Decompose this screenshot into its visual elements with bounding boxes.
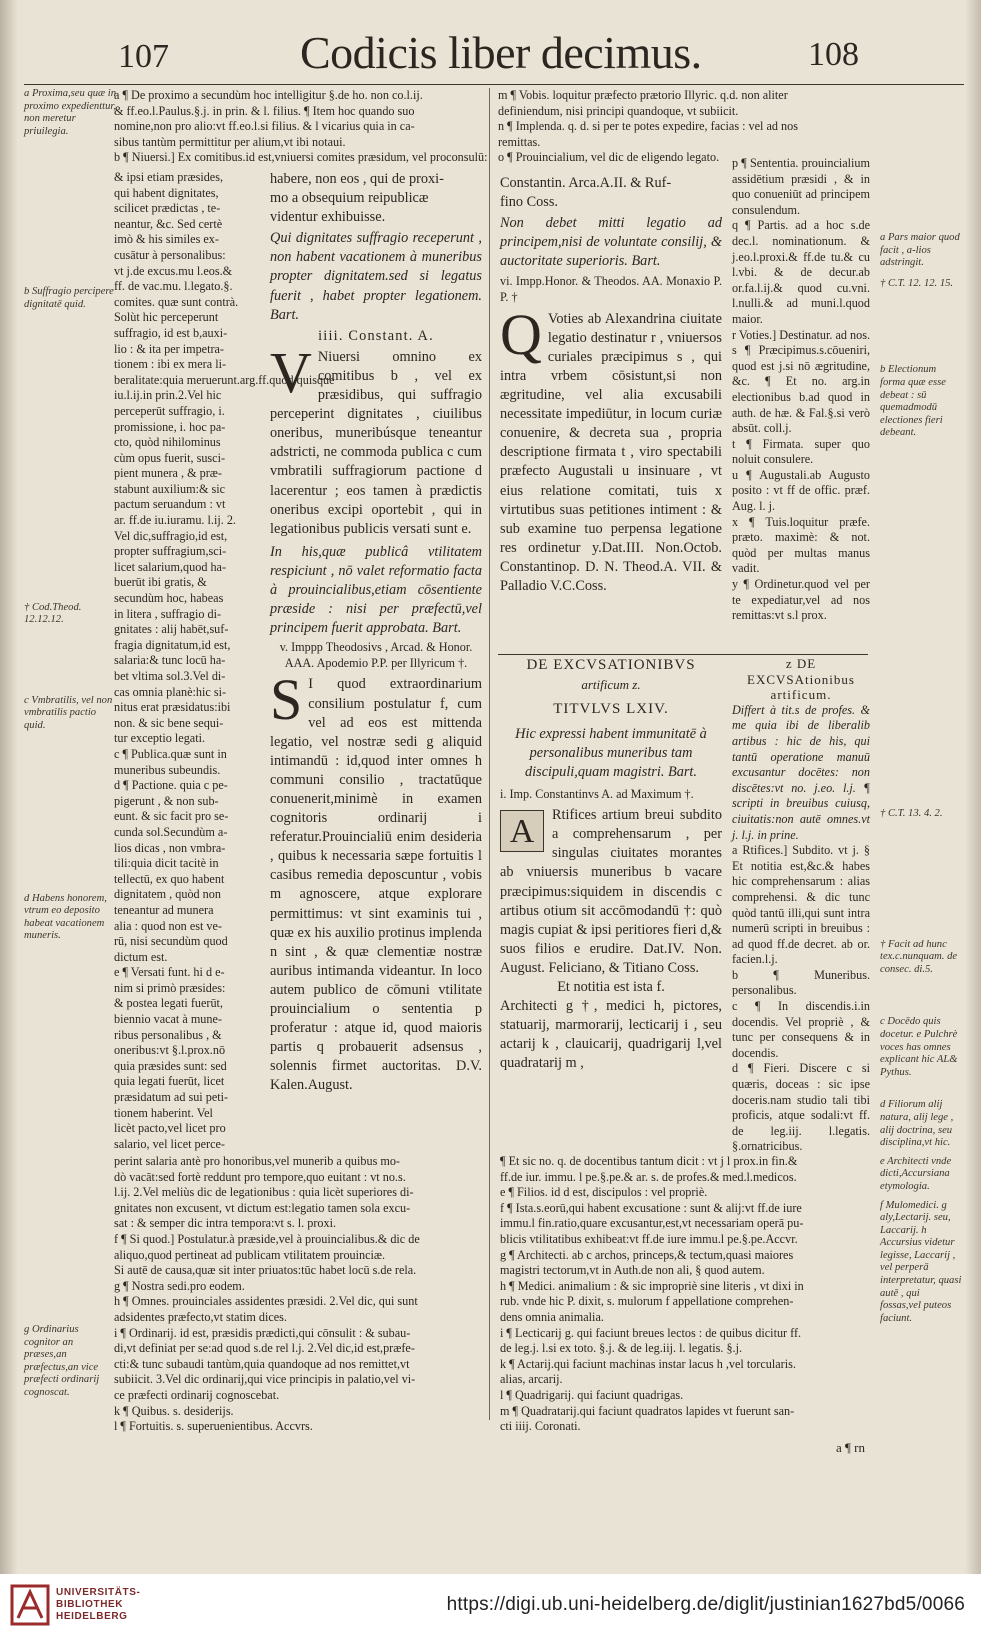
gloss-line: dignitatem , quòd non [114, 887, 221, 902]
gloss-entry: s ¶ Præcipimus.s.cōueniri, quod est j.si nō ægritudine, &c. ¶ Et no. arg.in electionibus b.ad quod in auth. de hæ. & Fal.§.si verò absūt. coll.j. [732, 343, 870, 436]
gloss-line: & ipsi etiam præsides, [114, 170, 224, 184]
summarium: Non debet mitti legatio ad principem,nisi de voluntate consilij, & auctoritate superioris. Bart. [500, 215, 722, 270]
gloss-line: imò & his similes ex- [114, 232, 219, 247]
gloss-line: licèt pacto,vel licet pro [114, 1121, 226, 1136]
library-name [56, 1587, 140, 1623]
gloss-line: oneribus:vt §.l.prox.nō [114, 1043, 226, 1058]
gloss-entry: a Rtifices.] Subdito. vt j. § Et notitia est,&c.& habes hic comprehensarum : alias comprehensi. & dic tunc quòd tantū illi,qui sunt intra numerū scripti in breuibus : ad quod ff.de decret. ab or. facien.l.j. [732, 843, 870, 967]
text-line: Constantin. Arca.A.II. & Ruf- [500, 175, 672, 191]
gloss-line: nitus erat præsidatus:ibi [114, 700, 231, 715]
gloss-line: g ¶ Nostra sedi.pro eodem. [114, 1278, 245, 1293]
section-heading: DE EXCVSATIONIBVS [526, 657, 696, 673]
gloss-line: h ¶ Medici. animalium : & sic impropriè sine literis , vt dixi in [500, 1278, 804, 1293]
gloss-line: licet salarium,quod ha- [114, 559, 227, 574]
gloss-line: subiicit. 3.Vel dic ordinarij,qui vice principis in palatio,vel vi- [114, 1372, 416, 1387]
lex-text: Et notitia est ista f. [557, 979, 665, 995]
gloss-line: cti:& tunc subaudi tantùm,quia quandoque ad nos remittet,vt [114, 1356, 410, 1371]
gloss-line: cùm opus fuerit, susci- [114, 450, 226, 465]
gloss-line: ¶ Et sic no. q. de docentibus tantum dicit : vt j l prox.in fin.& [500, 1154, 798, 1168]
gloss-line: n ¶ Implenda. q. d. si per te potes expedire, facias : vel ad nos [498, 119, 798, 134]
gloss-line: a ¶ De proximo a secundùm hoc intelligitur §.de ho. non co.l.ij. [114, 88, 423, 102]
gloss-line: vt j.de excus.mu l.eos.& [114, 263, 233, 278]
gloss-line: sat : & semper dic intra tempora:vt s. l. proxi. [114, 1216, 337, 1231]
gloss-line: fragia dignitatum,id est, [114, 637, 231, 652]
gloss-line: tur exceptio legati. [114, 731, 206, 746]
gloss-line: d ¶ Pactione. quia c pe- [114, 778, 228, 793]
right-top-gloss [498, 88, 868, 166]
gloss-line: e ¶ Filios. id d est, discipulos : vel propriè. [500, 1185, 708, 1200]
gloss-line: salaria:& tunc locū ha- [114, 653, 226, 668]
gloss-line: Solùt hic perceperunt [114, 310, 219, 325]
gloss-line: salario, vel licet perce- [114, 1136, 225, 1151]
gloss-line: & postea legati fuerūt, [114, 996, 223, 1011]
gloss-line: comites. quæ sunt contrà. [114, 294, 239, 309]
gloss-line: qui habent dignitates, [114, 185, 219, 200]
gloss-line: di,vt definiat per se:ad quod s.de rel l.j. 2.Vel dic,id est,præfe- [114, 1341, 415, 1356]
margin-note: † Cod.Theod. 12.12.12. [24, 601, 82, 626]
right-margin-notes-b [880, 808, 962, 1339]
lex-body: Rtifices artium breui subdito a comprehensarum , per singulas ciuitates morantes ab vniuersis muneribus b vacare præcipimus:siquidem in discendis c artibus otium sit accōmodandū †: quò magis cupiat & ipsi peritiores fieri d,& suos filios e erudire. Dat.IV. Non. August. Feliciano, & Titiano Coss. [500, 807, 722, 976]
gloss-entry: c ¶ In discendis.i.in docendis. Vel propriè , & tunc per consequens & in docendis. [732, 999, 870, 1060]
rubric: iiii. Constant. A. [318, 327, 434, 344]
text-line: fino Coss. [500, 194, 558, 211]
gloss-line: in litera , suffragio di- [114, 606, 222, 621]
margin-note: b Electionum forma quæ esse debeat : sū quemadmodū electiones fieri debeant. [880, 364, 946, 439]
lex-body: Voties ab Alexandrina ciuitate legatio destinatur r , vniuersos curiales præcipimus s , qui intra vrbem cōsistunt,si non ægritudine, vel alia excusabili necessitate impediūtur, in locum curiæ conuenire, & decreta sua , propria descriptione firmata t , viro spectabili præfecto Augustali u insinuare , vt eius relatione comitati, tuis x virtutibus suas petitiones intiment : & sub examine tuo perpensa legatione res ordinetur y.Dat.III. Non.Octob. Constantinop. D. N. Theod.A. VII. & Palladio V.C.Coss. [500, 310, 722, 594]
gloss-line: m ¶ Quadratarij.qui faciunt quadratos lapides vt fuerunt san- [500, 1403, 795, 1418]
gloss-line: rū, nisi secundùm quod [114, 934, 228, 949]
gloss-line: l ¶ Fortuitis. s. superuenientibus. Accvrs. [114, 1419, 313, 1434]
margin-note: † C.T. 13. 4. 2. [880, 808, 943, 819]
gloss-line: blicis vtilitatibus exhibeat:vt ff.de iure immu.l pe.§.pe.Accvr. [500, 1231, 798, 1246]
gloss-line: iu.l.ij.in prin.2.Vel hic [114, 388, 222, 403]
right-gloss-column-b [732, 656, 870, 1155]
gloss-line: immu.l fin.ratio,quare excusantur,est,vt necessariam operā pu- [500, 1216, 804, 1231]
left-margin-bottom-note: g Ordinarius cognitor an præses,an præfectus,an vice præfecti ordinarij cognoscat. [24, 1324, 100, 1398]
gloss-line: nomine,non pro alio:vt ff.eo.l.si filius. & l vicarius quia in ca- [114, 119, 415, 134]
gloss-line: pigerunt , & non sub- [114, 793, 219, 808]
margin-note: c Vmbratilis, vel non vmbratilis pactio quid. [24, 694, 113, 731]
gloss-line: ce præfecti ordinarij cognoscebat. [114, 1387, 280, 1402]
gloss-line: stabunt auxilium:& sic [114, 481, 226, 496]
gloss-line: cto, quòd nihilominus [114, 435, 221, 450]
gloss-line: tionem : ibi ex mera li- [114, 357, 227, 372]
gloss-line: o ¶ Prouincialium, vel dic de eligendo legato. [498, 150, 720, 165]
gloss-line: cunda sol.Secundùm a- [114, 824, 228, 839]
gloss-line: i ¶ Lecticarij g. qui faciunt breues lectos : de quibus dicitur ff. [500, 1325, 802, 1340]
catchword: a ¶ rn [836, 1440, 865, 1455]
margin-note: † Facit ad hunc tex.c.nunquam. de consec. di.5. [880, 938, 958, 975]
gloss-line: tionem haberint. Vel [114, 1105, 213, 1120]
left-margin-notes [24, 88, 116, 957]
gloss-line: de leg.j. l.si ex toto. §.j. & de leg.iij. l. legatis. §.j. [500, 1341, 743, 1356]
gloss-line: buerūt ibi gratis, & [114, 575, 207, 590]
left-top-gloss [114, 88, 488, 166]
library-name-line: UNIVERSITÄTS- [56, 1587, 141, 1598]
gloss-line: præsidatum ad sui peti- [114, 1090, 229, 1105]
gloss-line: gnitates : alij habēt,suf- [114, 622, 229, 637]
gloss-line: Vel dic,suffragio,id est, [114, 528, 228, 543]
gloss-line: scilicet prædictas , te- [114, 201, 221, 216]
page-header [0, 22, 981, 82]
gloss-entry: u ¶ Augustali.ab Augusto posito : vt ff de offic. præf. Aug. l. j. [732, 467, 870, 514]
summarium: Hic expressi habent immunitatē à personalibus muneribus tam discipuli,quam magistri. Bart. [515, 726, 707, 781]
margin-note: a Pars maior quod facit , a-lios adstringit. [880, 232, 960, 269]
lex-text [500, 806, 722, 978]
gloss-line: pient munera , & præ- [114, 466, 222, 481]
gloss-line: biennio vacat à mune- [114, 1012, 222, 1027]
gloss-line: k ¶ Actarij.qui faciunt machinas instar lacus h ,vel torcularis. [500, 1356, 796, 1371]
gloss-entry: t ¶ Firmata. super quo noluit consulere. [732, 436, 870, 467]
gloss-line: alias, arcarij. [500, 1372, 563, 1387]
margin-note: a Proxima,seu quæ in proximo expedienttur, non meretur priuilegia. [24, 88, 117, 137]
text-line: mo a obsequium reipublicæ [270, 190, 429, 207]
gloss-line: beralitate:quia meruerunt.arg.ff.quod quisque [114, 372, 335, 387]
section-subheading: artificum z. [581, 677, 641, 693]
gloss-line: pactum seruandum : vt [114, 497, 226, 512]
lex-body: Niuersi omnino ex comitibus b , vel ex præsidibus, qui suffragio perceperint dignitates , ciuilibus oneribus, muneribúsque teneantur adstricti, ne commoda publica c cum vmbratili suffragiorum pactione d lacerentur ; eos tamen à prædictis oneribus excipi oportebit , qui in legationibus publicis versati sunt e. [270, 348, 482, 537]
page-number-left: 107 [118, 38, 169, 75]
gloss-line: teneantur ad munera [114, 902, 214, 917]
summarium: Qui dignitates suffragio receperunt , non habent vacationem à muneribus propter dignitatem.sed si legatus fuerit , habet propter legationem. Bart. [270, 230, 482, 323]
gloss-line: magistri tectorum,vt in Auth.de non ali, § quod autem. [500, 1263, 765, 1278]
gloss-line: cti iiij. Coronati. [500, 1419, 581, 1434]
gloss-line: perint salaria antè pro honoribus,vel munerib a quibus mo- [114, 1154, 400, 1168]
gloss-line: l ¶ Quadrigarij. qui faciunt quadrigas. [500, 1387, 684, 1402]
gloss-line: definiendum, nisi principi quandoque, vt subiicit. [498, 103, 739, 118]
title-block [500, 656, 722, 1073]
gloss-line: cas omnia planè:hic si- [114, 684, 227, 699]
gloss-line: b ¶ Niuersi.] Ex comitibus.id est,vniuersi comites præsidum, vel proconsulū: [114, 150, 488, 165]
gloss-line: adsidentes præfecto,vt statim dices. [114, 1309, 287, 1324]
gloss-line: h ¶ Omnes. prouinciales assidentes præsidi. 2.Vel dic, qui sunt [114, 1294, 418, 1309]
gloss-line: i ¶ Ordinarij. id est, præsidis prædicti,qui cōnsulit : & subau- [114, 1325, 411, 1340]
ornamental-initial: A [500, 810, 544, 852]
gloss-entry: x ¶ Tuis.loquitur præfe. præto. maximè: & not. quòd per multas manus vadit. [732, 514, 870, 576]
gloss-line: tili:quia dicit tacitè in [114, 856, 219, 871]
gloss-line: quia præsides sunt: sed [114, 1058, 227, 1073]
gloss-heading: z DE EXCVSAtionibus artificum. [747, 656, 855, 703]
gloss-line: muneribus subeundis. [114, 762, 221, 777]
gloss-line: l.ij. 2.Vel meliùs dic de legationibus : quia licèt superiores di- [114, 1185, 414, 1200]
gloss-line: & ff.eo.l.Paulus.§.j. in prin. & l. filius. ¶ Item hoc quando suo [114, 103, 415, 118]
gloss-line: remittas. [498, 134, 541, 149]
lex-text [270, 667, 482, 1095]
gloss-line: m ¶ Vobis. loquitur præfecto prætorio Illyric. q.d. non aliter [498, 88, 788, 102]
gloss-line: non. & sic bene sequi- [114, 715, 224, 730]
initial-letter: V [270, 339, 312, 405]
gloss-line: perceperūt suffragio, i. [114, 403, 225, 418]
gloss-line: f ¶ Ista.s.eorū,qui habent excusatione : sunt & alij:vt ff.de iure [500, 1200, 802, 1215]
gloss-line: dò vacāt:sed fortè reddunt pro tempore,quo euitant : vt no.s. [114, 1169, 406, 1184]
margin-note: d Habens honorem, vtrum eo deposito habeat vacationem muneris. [24, 892, 107, 942]
gloss-line: ribus personalibus , & [114, 1027, 222, 1042]
lex-body: I quod extraordinarium consilium postulatur f, cum vel ad eos est mittenda legatio, vel nostræ sedi g aliquid intimandū : id,quod inter omnes h communi consilio , tractatūque conuenerit,minimè in examen cognitoris ordinarij i referatur.Prouincialiū enim desideria , quibus k necessaria sæpe fortuitis l casibus remedia deposcuntur , vobis m agnoscere, atque explorare permittimus: vt sint examinis tui , quæ ex his auxilio protinus implenda n sint , & quæ clementiæ nostræ auribus intimanda videantur. In loco autem publico de cōmuni vtilitate prouincialium o sententia p proferatur : atque id, quod maioris partis q probauerit adsensus , solennis firmet auctoritas. D.V. Kalen.August. [270, 676, 482, 1094]
lex-text: Architecti g †, medici h, pictores, statuarij, marmorarij, lecticarij i , seu actarij k , clauicarij, quadrigarij l,vel quadratarij m , [500, 998, 722, 1072]
gloss-line: eunt. & sic facit pro se- [114, 809, 229, 824]
lex-text [500, 301, 722, 596]
header-rule [24, 84, 964, 85]
gloss-line: g ¶ Architecti. ab c archos, princeps,& tectum,quasi maiores [500, 1247, 794, 1262]
margin-note: e Architecti vnde dicti,Accursiana etymologia. [880, 1155, 952, 1192]
right-bottom-gloss [500, 1154, 868, 1435]
right-gloss-column [732, 156, 870, 624]
margin-note: c Docēdo quis docetur. e Pulchrè voces has omnes explicant hic AL& Pythus. [880, 1016, 958, 1078]
gloss-line: bet vltima sol.3.Vel di- [114, 669, 226, 683]
gloss-entry: b ¶ Muneribus. personalibus. [732, 967, 870, 998]
gloss-entry: p ¶ Sententia. prouincialium assidētium præsidi , & in quo conueniūt ad principem consulendum. [732, 156, 870, 217]
gloss-line: lio : & ita per impetra- [114, 341, 224, 356]
gloss-line: aliquo,quod pertineat ad publicam vtilitatem prouinciæ. [114, 1247, 386, 1262]
gloss-entry: y ¶ Ordinetur.quod vel per te expediatur,vel ad nos remittas:vt s.l prox. [732, 577, 870, 623]
gloss-entry: d ¶ Fieri. Discere c si quæris, doceas : sic ipse doceris.nam studio tali tibi proficis, atque sodali:vt ff. de leg.iij. l.legatis. §.ornatricibus. [732, 1061, 870, 1154]
gloss-line: alia : quod non est ve- [114, 918, 222, 933]
gloss-line: neantur, &c. Sed certè [114, 216, 223, 231]
gloss-entry: Differt à tit.s de profes. & me quia ibi de liberalib artibus : hic de his, qui tantū operatione manuū excusantur docētes: non discētes:vt no. j.eo. l.j. ¶ scripti in breuibus cuiusq, ciuitatis:non autē omnes.vt j. l.j. in prine. [732, 702, 870, 842]
margin-note: † C.T. 12. 12. 15. [880, 277, 954, 289]
section-rule [498, 654, 868, 655]
gloss-line: secundùm hoc, habeas [114, 591, 224, 606]
gloss-line: c ¶ Publica.quæ sunt in [114, 746, 227, 761]
library-name-line: HEIDELBERG [56, 1611, 128, 1622]
gloss-line: quia legati fuerūt, licet [114, 1074, 225, 1089]
gloss-line: Si autē de causa,quæ sit inter priuatos:tūc habet locū s.de rela. [114, 1263, 417, 1278]
gloss-line: ar. ff.de iu.iuramu. l.ij. 2. [114, 513, 236, 528]
right-text-column [500, 174, 722, 596]
titulus: TITVLVS LXIV. [553, 701, 669, 718]
rubric: v. Imppp Theodosivs , Arcad. & Honor. AAA. Apodemio P.P. per Illyricum †. [279, 640, 473, 670]
initial-letter: Q [500, 301, 542, 367]
gloss-line: ff.de iur. immu. l pe.§.pe.& ar. s. de profes.& med.l.medicos. [500, 1169, 797, 1184]
margin-note: b Suffragio percipere dignitatē quid. [24, 286, 114, 310]
gloss-line: ff. de vac.mu. l.legato.§. [114, 279, 233, 294]
left-bottom-gloss [114, 1154, 480, 1435]
gloss-entry: q ¶ Partis. ad a hoc s.de dec.l. nominationum. & j.eo.l.proxi.& ff.de tu.& cu l.vbi. & de decur.ab or.fa.l.ij.& quod cu.vni. l.nulli.& ad muni.l.quod maior. [732, 218, 870, 326]
rubric: i. Imp. Constantinvs A. ad Maximum †. [500, 786, 694, 801]
page-number-right: 108 [808, 36, 859, 73]
gloss-line: cusātur à personalibus: [114, 247, 226, 262]
gloss-line: suffragio, id est b,auxi- [114, 325, 228, 340]
gloss-line: rub. vnde hic P. dixit, s. mulorum f appellatione comprehen- [500, 1294, 794, 1309]
permalink-url[interactable]: https://digi.ub.uni-heidelberg.de/diglit/justinian1627bd5/0066 [446, 1594, 965, 1615]
lex-text [270, 339, 482, 539]
margin-note: f Mulomedici. g aly,Lectarij. seu, Laccarij. h Accursius videtur legisse, Laccarij , vel perperā interpretatur, quasi autē , qui fossas,vel puteos faciunt. [880, 1199, 962, 1324]
viewer-footer [0, 1574, 981, 1643]
summarium: In his,quæ publicâ vtilitatem respiciunt , nō valet reformatio facta à prouincialibus,etiam cōsentiente præside : nisi per præfectū,vel principem fuerit approbata. Bart. [270, 543, 482, 637]
gloss-line: lios dicas , non vmbra- [114, 840, 226, 855]
margin-note: d Filiorum alij natura, alij lege , alij doctrina, seu disciplina,vt hic. [880, 1099, 954, 1149]
text-line: habere, non eos , qui de proxi- [270, 171, 444, 187]
gloss-line: sibus tantùm permittitur per alium,vt ibi notaui. [114, 134, 346, 149]
gloss-line: e ¶ Versati funt. hi d e- [114, 965, 225, 980]
text-line: videntur exhibuisse. [270, 209, 386, 226]
library-name-line: BIBLIOTHEK [56, 1599, 124, 1610]
gloss-line: promissione, i. hoc pa- [114, 419, 226, 434]
gloss-line: dens omnia animalia. [500, 1309, 604, 1324]
gloss-entry: r Voties.] Destinatur. ad nos. [732, 327, 870, 342]
gloss-line: gnitates non excusent, vt dictum est:legatio tamen sola excu- [114, 1200, 411, 1215]
rubric: vi. Impp.Honor. & Theodos. AA. Monaxio P. P. † [500, 274, 722, 305]
gloss-line: f ¶ Si quod.] Postulatur.à præside,vel à prouincialibus.& dic de [114, 1231, 420, 1246]
right-margin-notes [880, 232, 962, 454]
initial-letter: S [270, 667, 303, 733]
gutter-rule [489, 88, 490, 1420]
gloss-line: dictum est. [114, 949, 168, 964]
gloss-line: propter suffragium,sci- [114, 544, 227, 559]
center-text-column [270, 170, 482, 1096]
gloss-line: k ¶ Quibus. s. desiderijs. [114, 1403, 234, 1418]
library-logo-icon [10, 1584, 50, 1626]
gloss-line: tellectū, ex quo habent [114, 871, 225, 886]
running-title: Codicis liber decimus. [300, 27, 702, 78]
gloss-line: nim si primò præsides: [114, 980, 226, 995]
